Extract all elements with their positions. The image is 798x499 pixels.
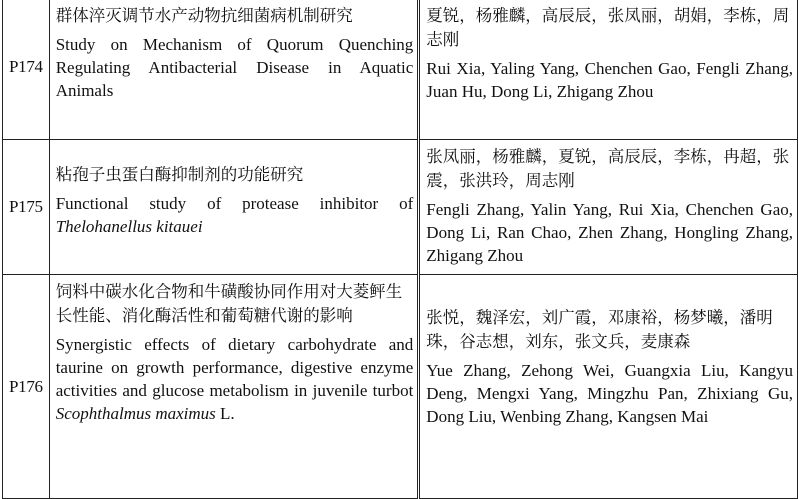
title-cell — [49, 140, 419, 275]
author-cell — [419, 0, 798, 140]
table-row — [3, 140, 798, 275]
title-zh: 粘孢子虫蛋白酶抑制剂的功能研究 — [55, 165, 304, 184]
title-en — [56, 333, 414, 425]
title-en-text: Synergistic effects of dietary carbohydrate and taurine on growth performance, digestive enzyme activities and glucose metabolism in juvenile turbot — [55, 335, 414, 400]
table-row — [3, 275, 798, 499]
title-cell — [49, 275, 419, 499]
paper-id: P174 — [3, 0, 50, 140]
authors-zh: 张凤丽，杨雅麟，夏锐，高辰辰，李栋，冉超，张震，张洪玲，周志刚 — [426, 147, 790, 190]
author-cell — [419, 275, 798, 499]
title-zh: 群体淬灭调节水产动物抗细菌病机制研究 — [55, 6, 353, 25]
title-en-text: Functional study of protease inhibitor of — [55, 194, 414, 213]
title-en — [56, 192, 414, 238]
authors-en: Rui Xia, Yaling Yang, Chenchen Gao, Fengli Zhang, Juan Hu, Dong Li, Zhigang Zhou — [426, 59, 793, 101]
paper-id: P176 — [3, 275, 50, 499]
authors-en: Yue Zhang, Zehong Wei, Guangxia Liu, Kangyu Deng, Mengxi Yang, Mingzhu Pan, Zhixiang Gu, Dong Liu, Wenbing Zhang, Kangsen Mai — [426, 361, 793, 426]
title-cell — [49, 0, 419, 140]
abstract-table — [2, 0, 798, 499]
title-zh: 饲料中碳水化合物和牛磺酸协同作用对大菱鲆生长性能、消化酶活性和葡萄糖代谢的影响 — [55, 282, 403, 325]
title-en: Study on Mechanism of Quorum Quenching Regulating Antibacterial Disease in Aquatic Animals — [55, 35, 414, 100]
authors-zh: 夏锐，杨雅麟，高辰辰，张凤丽，胡娟，李栋，周志刚 — [426, 6, 790, 49]
species-name: Thelohanellus kitauei — [55, 217, 203, 236]
author-cell — [419, 140, 798, 275]
paper-id: P175 — [3, 140, 50, 275]
title-en-suffix: L. — [215, 404, 235, 423]
species-name: Scophthalmus maximus — [55, 404, 216, 423]
authors-en: Fengli Zhang, Yalin Yang, Rui Xia, Chenchen Gao, Dong Li, Ran Chao, Zhen Zhang, Hongling Zhang, Zhigang Zhou — [426, 200, 793, 265]
table-row — [3, 0, 798, 140]
authors-zh: 张悦，魏泽宏，刘广霞，邓康裕，杨梦曦，潘明珠，谷志想，刘东，张文兵，麦康森 — [426, 308, 773, 351]
